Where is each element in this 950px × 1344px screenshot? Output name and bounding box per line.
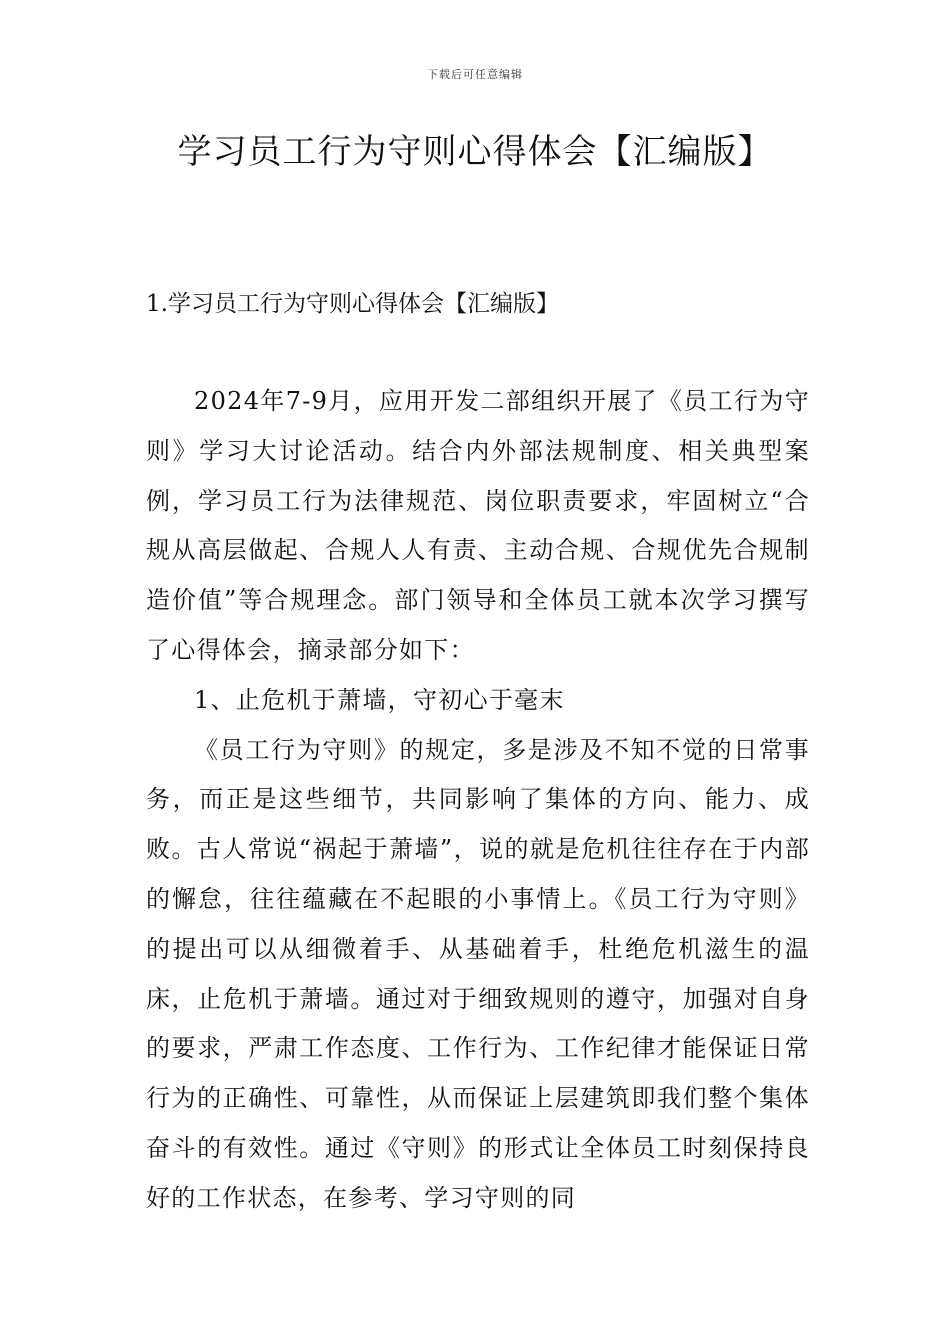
header-note: 下载后可任意编辑 (427, 68, 523, 81)
document-body (146, 377, 810, 1224)
body-paragraph: 《员工行为守则》的规定，多是涉及不知不觉的日常事务，而正是这些细节，共同影响了集体的方向、能力、成败。古人常说“祸起于萧墙”，说的就是危机往往存在于内部的懈怠，往往蕴藏在不起眼的小事情上。《员工行为守则》的提出可以从细微着手、从基础着手，杜绝危机滋生的温床，止危机于萧墙。通过对于细致规则的遵守，加强对自身的要求，严肃工作态度、工作行为、工作纪律才能保证日常行为的正确性、可靠性，从而保证上层建筑即我们整个集体奋斗的有效性。通过《守则》的形式让全体员工时刻保持良好的工作状态，在参考、学习守则的同 (146, 735, 810, 1212)
subsection-heading: 1、止危机于萧墙，守初心于毫末 (194, 685, 565, 714)
intro-paragraph: 2024年7-9月，应用开发二部组织开展了《员工行为守则》学习大讨论活动。结合内外部法规制度、相关典型案例，学习员工行为法律规范、岗位职责要求，牢固树立“合规从高层做起、合规人人有责、主动合规、合规优先合规制造价值”等合规理念。部门领导和全体员工就本次学习撰写了心得体会，摘录部分如下： (146, 387, 810, 664)
section-heading: 1.学习员工行为守则心得体会【汇编版】 (146, 291, 559, 317)
document-title: 学习员工行为守则心得体会【汇编版】 (177, 132, 773, 172)
